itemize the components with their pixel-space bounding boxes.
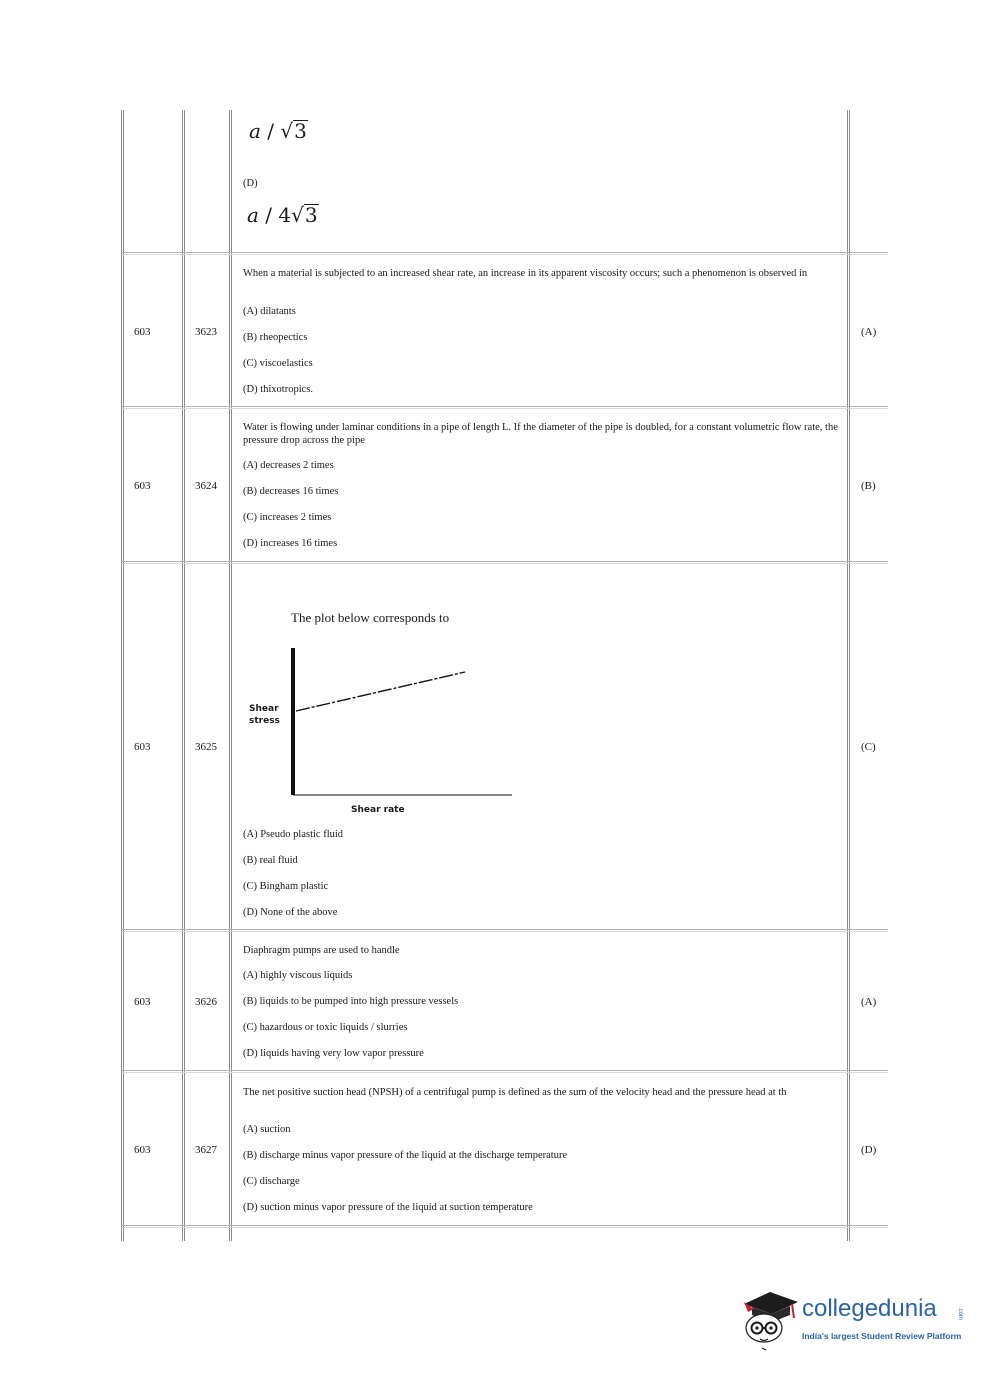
option-a: (A) decreases 2 times <box>243 460 334 471</box>
row-separator <box>122 1070 888 1073</box>
option-b: (B) decreases 16 times <box>243 486 339 497</box>
row-separator <box>122 406 888 409</box>
paper-code: 603 <box>134 741 151 753</box>
answer-key: (C) <box>861 741 876 753</box>
bingham-plot <box>285 640 520 800</box>
paper-code: 603 <box>134 326 151 338</box>
logo-wordmark: collegedunia <box>802 1295 937 1322</box>
option-a: (A) suction <box>243 1124 291 1135</box>
plot-question-title: The plot below corresponds to <box>291 610 450 625</box>
answer-key: (D) <box>861 1144 877 1156</box>
logo-tagline: India's largest Student Review Platform <box>802 1331 962 1341</box>
question-text: When a material is subjected to an increased shear rate, an increase in its apparent viscosity occurs; such a phenomenon is observed in <box>243 268 808 279</box>
option-d: (D) liquids having very low vapor pressure <box>243 1048 424 1059</box>
option-c: (C) discharge <box>243 1176 300 1187</box>
math-option-d: a / 4√3 <box>247 203 318 227</box>
option-b: (B) discharge minus vapor pressure of the liquid at the discharge temperature <box>243 1150 568 1161</box>
option-d: (D) increases 16 times <box>243 538 338 549</box>
answer-key: (B) <box>861 480 876 492</box>
plot-y-axis-label: Shear stress <box>249 704 280 726</box>
option-c: (C) Bingham plastic <box>243 881 329 892</box>
plot-x-axis-label: Shear rate <box>351 805 405 815</box>
collegedunia-mascot-icon <box>740 1282 802 1352</box>
question-text: The net positive suction head (NPSH) of a centrifugal pump is defined as the sum of the velocity head and the pressure head at th <box>243 1087 787 1098</box>
row-separator <box>122 1225 888 1228</box>
option-d: (D) thixotropics. <box>243 384 313 395</box>
plot-curve <box>296 672 465 711</box>
question-number: 3623 <box>195 326 217 338</box>
option-b: (B) liquids to be pumped into high pressure vessels <box>243 996 459 1007</box>
option-a: (A) Pseudo plastic fluid <box>243 829 344 840</box>
option-a: (A) dilatants <box>243 306 296 317</box>
answer-key: (A) <box>861 996 877 1008</box>
paper-code: 603 <box>134 1144 151 1156</box>
answer-key: (A) <box>861 326 877 338</box>
logo-suffix: .com <box>957 1307 963 1321</box>
row-separator <box>122 929 888 932</box>
question-text: Diaphragm pumps are used to handle <box>243 945 400 956</box>
question-number: 3627 <box>195 1144 217 1156</box>
option-b: (B) real fluid <box>243 855 298 866</box>
option-c: (C) viscoelastics <box>243 358 313 369</box>
option-c: (C) increases 2 times <box>243 512 332 523</box>
question-number: 3625 <box>195 741 217 753</box>
option-d: (D) suction minus vapor pressure of the liquid at suction temperature <box>243 1202 533 1213</box>
question-number: 3624 <box>195 480 217 492</box>
question-text: Water is flowing under laminar conditions in a pipe of length L. If the diameter of the pipe is doubled, for a constant volumetric flow rate, the pressure drop across the pipe <box>243 422 838 446</box>
option-d-label: (D) <box>243 178 258 189</box>
option-d: (D) None of the above <box>243 907 338 918</box>
math-option-c: a / √3 <box>249 119 307 143</box>
option-a: (A) highly viscous liquids <box>243 970 353 981</box>
paper-code: 603 <box>134 480 151 492</box>
paper-code: 603 <box>134 996 151 1008</box>
row-separator <box>122 561 888 564</box>
option-c: (C) hazardous or toxic liquids / slurries <box>243 1022 408 1033</box>
question-number: 3626 <box>195 996 217 1008</box>
option-b: (B) rheopectics <box>243 332 308 343</box>
row-separator <box>122 252 888 255</box>
